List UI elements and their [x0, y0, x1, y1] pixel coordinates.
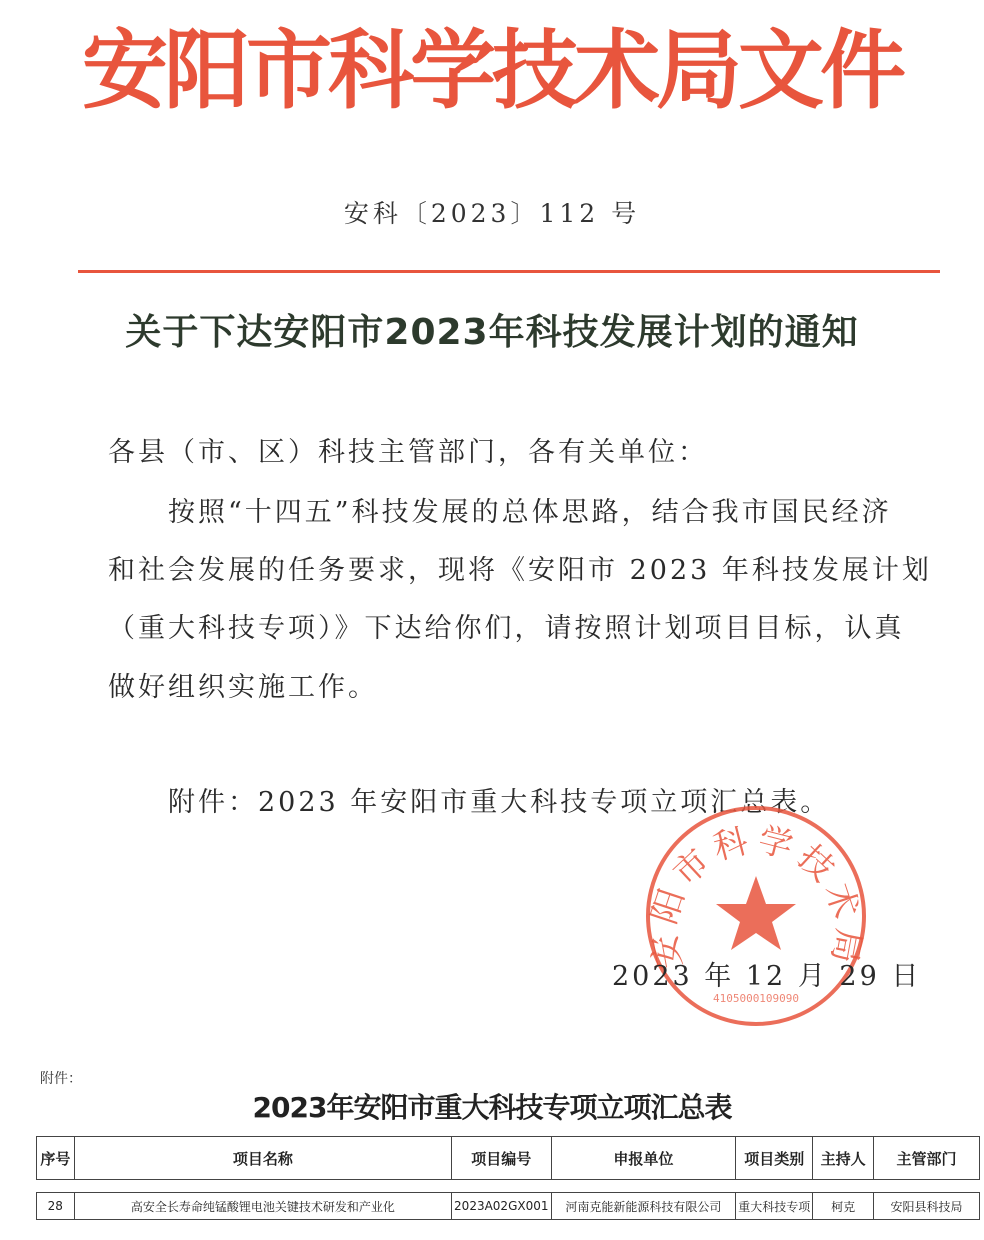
- org-title: 安阳市科学技术局文件: [82, 21, 902, 121]
- table-gap-row: [37, 1180, 980, 1193]
- issue-date: 2023 年 12 月 29 日: [612, 961, 922, 992]
- table-row: [37, 1193, 980, 1220]
- red-divider: [78, 270, 940, 273]
- attachment-reference: 附件：2023 年安阳市重大科技专项立项汇总表。: [168, 787, 831, 818]
- body-line-4: 做好组织实施工作。: [108, 672, 378, 703]
- body-line-3: （重大科技专项）》下达给你们，请按照计划项目目标，认真: [108, 613, 905, 644]
- appendix-label: 附件：: [40, 1071, 82, 1087]
- body-line-1: 按照“十四五”科技发展的总体思路，结合我市国民经济: [168, 497, 892, 528]
- project-summary-table: [36, 1136, 980, 1220]
- body-line-2: 和社会发展的任务要求，现将《安阳市 2023 年科技发展计划: [108, 555, 932, 586]
- cell-seq: 28: [37, 1193, 75, 1220]
- cell-leader: 柯克: [813, 1193, 874, 1220]
- salutation: 各县（市、区）科技主管部门，各有关单位：: [108, 437, 708, 468]
- cell-applicant: 河南克能新能源科技有限公司: [551, 1193, 736, 1220]
- col-header-project-code: 项目编号: [452, 1137, 551, 1180]
- cell-project-code: 2023A02GX001: [452, 1193, 551, 1220]
- col-header-project-name: 项目名称: [74, 1137, 451, 1180]
- col-header-category: 项目类别: [736, 1137, 813, 1180]
- seal-star-icon: [716, 876, 796, 950]
- cell-department: 安阳县科技局: [873, 1193, 979, 1220]
- seal-code: 4105000109090: [712, 992, 800, 1005]
- col-header-applicant: 申报单位: [551, 1137, 736, 1180]
- document-number: 安科〔2023〕112 号: [343, 199, 641, 228]
- official-seal: [640, 800, 872, 1032]
- col-header-leader: 主持人: [813, 1137, 874, 1180]
- col-header-seq: 序号: [37, 1137, 75, 1180]
- notice-title: 关于下达安阳市2023年科技发展计划的通知: [125, 312, 859, 353]
- cell-project-name: 高安全长寿命纯锰酸锂电池关键技术研发和产业化: [74, 1193, 451, 1220]
- appendix-table-title: 2023年安阳市重大科技专项立项汇总表: [252, 1091, 732, 1124]
- seal-ring-text: 安阳市科学技术局: [643, 819, 869, 973]
- col-header-department: 主管部门: [873, 1137, 979, 1180]
- cell-category: 重大科技专项: [736, 1193, 813, 1220]
- table-header-row: [37, 1137, 980, 1180]
